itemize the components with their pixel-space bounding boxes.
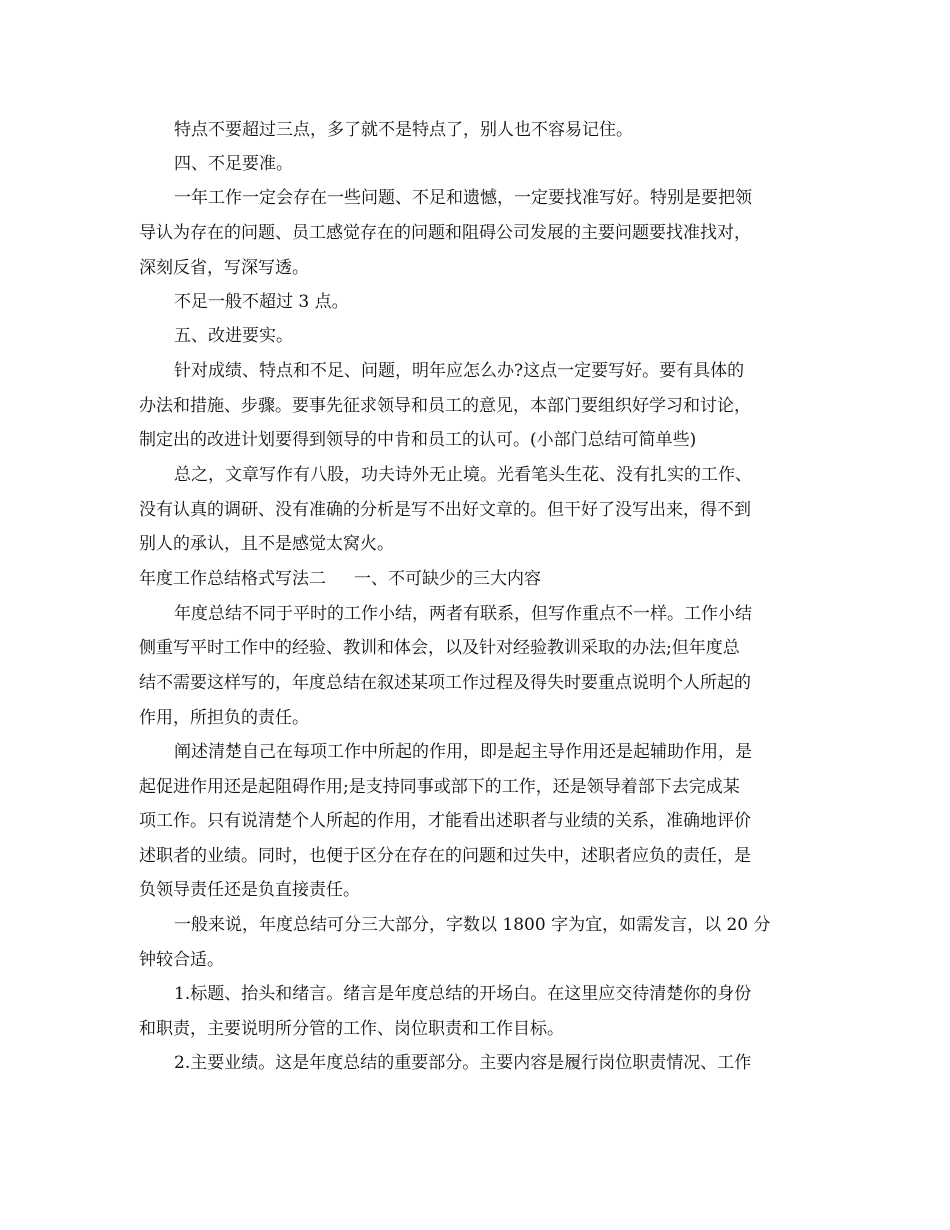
paragraph-line: 深刻反省，写深写透。 (139, 258, 309, 278)
paragraph-line: 特点不要超过三点，多了就不是特点了，别人也不容易记住。 (174, 120, 633, 140)
paragraph-line: 2.主要业绩。这是年度总结的重要部分。主要内容是履行岗位职责情况、工作 (174, 1053, 752, 1073)
paragraph-line: 项工作。只有说清楚个人所起的作用，才能看出述职者与业绩的关系，准确地评价 (139, 811, 751, 831)
paragraph-line: 起促进作用还是起阻碍作用;是支持同事或部下的工作，还是领导着部下去完成某 (139, 777, 740, 797)
paragraph-line: 阐述清楚自己在每项工作中所起的作用，即是起主导作用还是起辅助作用，是 (174, 742, 752, 762)
paragraph-line: 没有认真的调研、没有准确的分析是写不出好文章的。但干好了没写出来，得不到 (139, 500, 751, 520)
paragraph-line: 制定出的改进计划要得到领导的中肯和员工的认可。(小部门总结可简单些) (139, 430, 697, 450)
paragraph-line: 和职责，主要说明所分管的工作、岗位职责和工作目标。 (139, 1019, 564, 1039)
paragraph-line: 总之，文章写作有八股，功夫诗外无止境。光看笔头生花、没有扎实的工作、 (174, 465, 752, 485)
paragraph-line: 1.标题、抬头和绪言。绪言是年度总结的开场白。在这里应交待清楚你的身份 (174, 984, 752, 1004)
paragraph-line: 针对成绩、特点和不足、问题，明年应怎么办?这点一定要写好。要有具体的 (174, 361, 745, 381)
section-heading: 五、改进要实。 (174, 326, 293, 346)
paragraph-line: 导认为存在的问题、员工感觉存在的问题和阻碍公司发展的主要问题要找准找对， (139, 223, 751, 243)
section-heading: 四、不足要准。 (174, 154, 293, 174)
paragraph-line: 侧重写平时工作中的经验、教训和体会，以及针对经验教训采取的办法;但年度总 (139, 638, 740, 658)
paragraph-line: 一般来说，年度总结可分三大部分，字数以 1800 字为宜，如需发言，以 20 分 (174, 915, 771, 935)
paragraph-line: 别人的承认，且不是感觉太窝火。 (139, 534, 394, 554)
paragraph-line: 钟较合适。 (139, 950, 224, 970)
paragraph-line: 一年工作一定会存在一些问题、不足和遗憾，一定要找准写好。特别是要把领 (174, 188, 752, 208)
paragraph-line: 述职者的业绩。同时，也便于区分在存在的问题和过失中，述职者应负的责任，是 (139, 846, 751, 866)
paragraph-line: 结不需要这样写的，年度总结在叙述某项工作过程及得失时要重点说明个人所起的 (139, 673, 751, 693)
section-heading: 一、不可缺少的三大内容 (354, 569, 541, 589)
paragraph-line: 不足一般不超过 3 点。 (174, 292, 349, 312)
paragraph-line: 年度总结不同于平时的工作小结，两者有联系，但写作重点不一样。工作小结 (174, 604, 752, 624)
paragraph-line: 办法和措施、步骤。要事先征求领导和员工的意见，本部门要组织好学习和讨论， (139, 396, 751, 416)
document-heading: 年度工作总结格式写法二 (139, 569, 326, 589)
paragraph-line: 负领导责任还是负直接责任。 (139, 880, 360, 900)
paragraph-line: 作用，所担负的责任。 (139, 708, 309, 728)
